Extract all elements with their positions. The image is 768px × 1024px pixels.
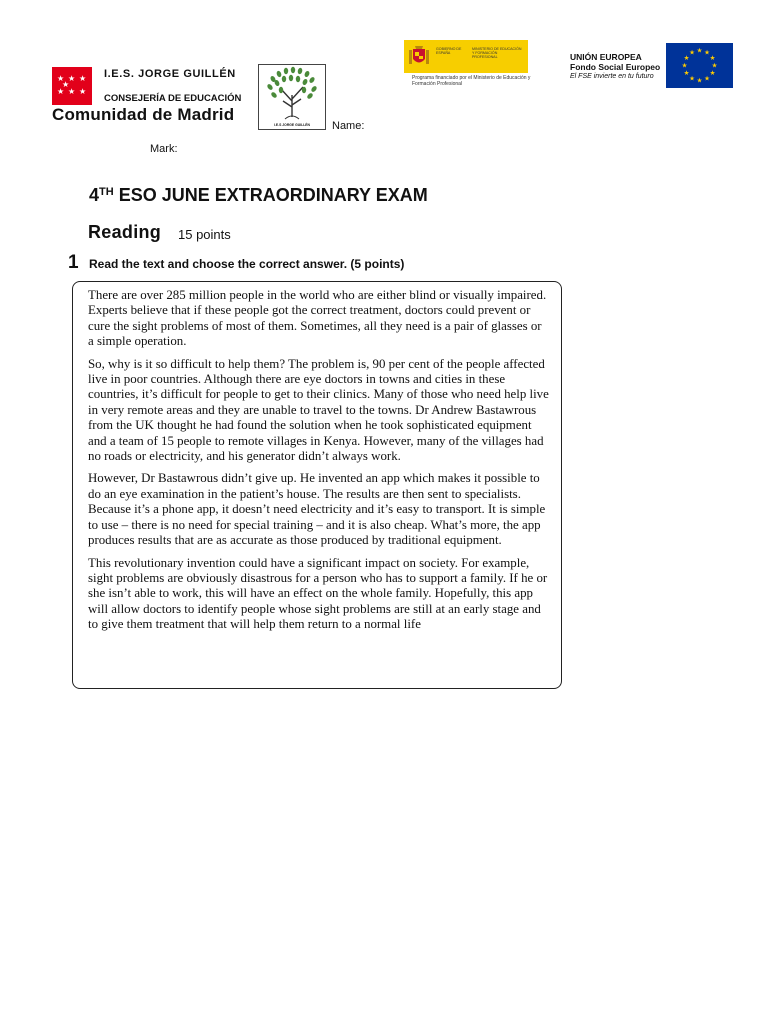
exam-title-text: ESO JUNE EXTRAORDINARY EXAM [113, 185, 428, 205]
ministerio-label: MINISTERIO DE EDUCACIÓN Y FORMACIÓN PROFESIONAL [472, 47, 522, 60]
eu-star-icon: ★ [689, 74, 695, 83]
eu-star-icon: ★ [711, 61, 718, 70]
section-points: 15 points [178, 227, 231, 242]
mark-label: Mark: [150, 143, 178, 155]
comunidad-label: Comunidad de Madrid [52, 105, 235, 124]
ministry-funding-caption: Programa financiado por el Ministerio de Educación y Formación Profesional [412, 75, 531, 88]
comunidad-madrid-flag-logo: ★ ★ ★ ★ ★ ★ ★ [52, 67, 92, 105]
exam-title-number: 4 [89, 185, 100, 205]
exam-title [89, 185, 428, 206]
eu-star-icon: ★ [704, 74, 710, 83]
fse-slogan: El FSE invierte en tu futuro [570, 73, 654, 80]
reading-paragraph: So, why is it so difficult to help them? The problem is, 90 per cent of the people affected live in poor countries. Although there are eye doctors in towns and cities in these countries, it’s difficult for people to get to their clinics. Many of those who need help live in very remote areas and they are unable to travel to the towns. Dr Andrew Bastawrous from the UK thought he had found the solution when he took sophisticated equipment and a team of 15 people to remote villages in Kenya. However, many of the villages had no roads or electricity, and his generator didn’t always work. [88, 356, 549, 464]
school-tree-logo [258, 64, 326, 130]
eu-star-icon: ★ [709, 69, 716, 78]
reading-paragraph: There are over 285 million people in the world who are either blind or visually impaired. Experts believe that if these people got the correct treatment, doctors could prevent or cure the sight problems of most of them. Sometimes, all they need is a pair of glasses or a simple operation. [88, 288, 547, 349]
section-title: Reading [88, 222, 162, 242]
eu-star-icon: ★ [696, 76, 703, 85]
eu-star-icon: ★ [704, 48, 710, 57]
fse-label: Fondo Social Europeo [570, 62, 661, 72]
exam-title-ordinal: TH [99, 186, 114, 198]
reading-text [88, 288, 550, 640]
eu-star-icon: ★ [683, 54, 690, 63]
name-label: Name: [332, 120, 365, 132]
eu-star-icon: ★ [689, 48, 695, 57]
eu-star-icon: ★ [681, 61, 688, 70]
eu-star-icon: ★ [696, 46, 703, 55]
spain-shield-icon [408, 44, 430, 68]
task-instruction: Read the text and choose the correct answer. (5 points) [89, 257, 405, 271]
tree-icon [259, 65, 325, 123]
tree-logo-caption: I.E.S JORGE GUILLÉN [274, 123, 310, 127]
eu-star-icon: ★ [683, 69, 690, 78]
reading-paragraph: However, Dr Bastawrous didn’t give up. He invented an app which makes it possible to do an eye examination in the patient’s house. The results are then sent to specialists. Because it’s a phone app, it doesn’t need electricity and it’s easy to transport. It is simple to use – there is no need for special training – and it is also cheap. What’s more, the app produces results that are as accurate as those produced by traditional equipment. [88, 471, 546, 548]
task-number: 1 [68, 252, 79, 273]
reading-paragraph: This revolutionary invention could have a significant impact on society. For example, sight problems are obviously disastrous for a person who has to support a family. If he or she isn’t able to work, this will have an effect on the whole family. Hopefully, this app will allow doctors to identify people whose sight problems are still at an early stage and to give them treatment that will help them return to a normal life [88, 555, 548, 632]
eu-label: UNIÓN EUROPEA [570, 52, 642, 62]
eu-stars-icon [666, 43, 733, 88]
eu-flag-logo [666, 43, 733, 88]
eu-star-icon: ★ [709, 54, 716, 63]
gobierno-label: GOBIERNO DE ESPAÑA [436, 47, 462, 56]
school-name: I.E.S. JORGE GUILLÉN [104, 68, 236, 80]
consejeria-label: CONSEJERÍA DE EDUCACIÓN [104, 93, 242, 104]
